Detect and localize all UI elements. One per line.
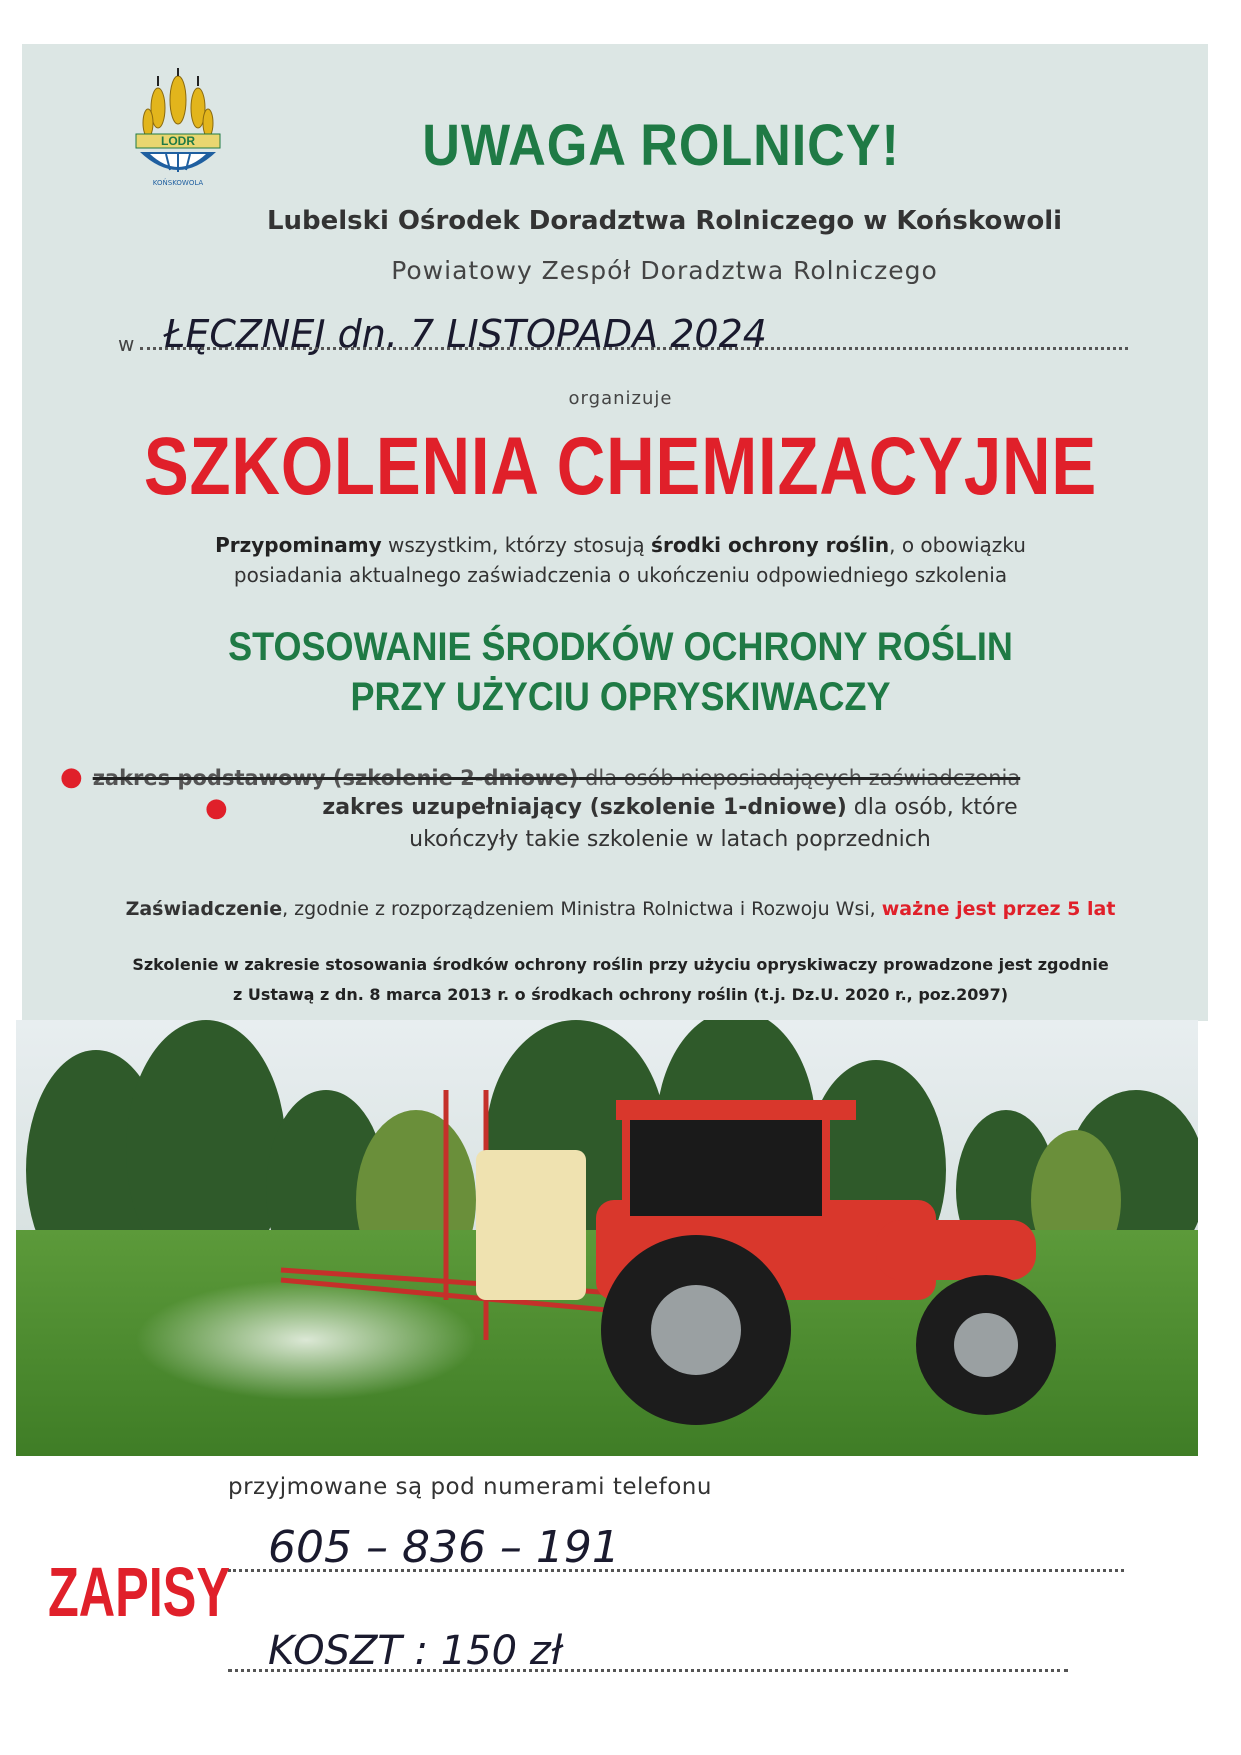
bullet-icon: ●	[205, 793, 228, 823]
law-note	[0, 950, 1241, 1010]
option-basic-text: dla osób nieposiadających zaświadczenia	[578, 766, 1021, 790]
certificate-note	[0, 898, 1241, 920]
reminder-paragraph	[0, 530, 1241, 590]
course-title	[62, 622, 1179, 722]
cost-handwritten: KOSZT : 150 zł	[268, 1628, 563, 1674]
signup-accepted-text: przyjmowane są pod numerami telefonu	[228, 1474, 712, 1500]
tractor-sprayer-photo	[16, 1020, 1198, 1456]
poster-title: UWAGA ROLNICY!	[422, 113, 900, 178]
organization-name: Lubelski Ośrodek Doradztwa Rolniczego w Końskowoli	[266, 206, 1063, 236]
option-supplementary	[205, 792, 1105, 856]
logo-subtext: KOŃSKOWOLA	[152, 179, 204, 187]
reminder-bold-1: Przypominamy	[215, 533, 382, 557]
suborganization-name: Powiatowy Zespół Doradztwa Rolniczego	[391, 256, 938, 285]
course-title-line-2: PRZY UŻYCIU OPRYSKIWACZY	[350, 675, 891, 719]
certificate-bold: Zaświadczenie	[125, 898, 283, 920]
reminder-bold-2: środki ochrony roślin	[651, 533, 890, 557]
reminder-line-2: posiadania aktualnego zaświadczenia o ukończeniu odpowiedniego szkolenia	[233, 563, 1008, 587]
organizes-text: organizuje	[568, 388, 673, 409]
location-date-line	[118, 312, 1128, 358]
certificate-validity: ważne jest przez 5 lat	[881, 898, 1116, 920]
option-basic-struck	[60, 762, 1150, 792]
logo-text: LODR	[161, 134, 195, 148]
cost-line	[228, 1618, 1068, 1680]
certificate-text: , zgodnie z rozporządzeniem Ministra Rolnictwa i Rozwoju Wsi,	[282, 898, 882, 920]
dotted-line	[228, 1569, 1124, 1572]
law-line-2: z Ustawą z dn. 8 marca 2013 r. o środkach ochrony roślin (t.j. Dz.U. 2020 r., poz.2097)	[232, 985, 1009, 1004]
reminder-text-2: , o obowiązku	[889, 533, 1026, 557]
dotted-line	[140, 347, 1128, 350]
option-supplementary-line-2: ukończyły takie szkolenie w latach poprzednich	[409, 827, 931, 852]
dotted-line	[228, 1669, 1068, 1672]
phone-line	[228, 1518, 1124, 1580]
location-prefix: w	[118, 332, 135, 356]
option-basic-label: zakres podstawowy (szkolenie 2-dniowe)	[92, 766, 579, 790]
main-title: SZKOLENIA CHEMIZACYJNE	[143, 421, 1098, 512]
reminder-text-1: wszystkim, którzy stosują	[381, 533, 652, 557]
phone-handwritten: 605 – 836 – 191	[268, 1522, 620, 1573]
option-supplementary-label: zakres uzupełniający (szkolenie 1-dniowe)	[322, 795, 847, 820]
location-date-handwritten: ŁĘCZNEJ dn. 7 LISTOPADA 2024	[164, 312, 767, 356]
law-line-1: Szkolenie w zakresie stosowania środków ochrony roślin przy użyciu opryskiwaczy prowadzone jest zgodnie	[132, 955, 1109, 974]
signup-label: ZAPISY	[48, 1553, 231, 1631]
bullet-icon: ●	[60, 762, 83, 792]
option-supplementary-text: dla osób, które	[846, 795, 1018, 820]
course-title-line-1: STOSOWANIE ŚRODKÓW OCHRONY ROŚLIN	[228, 625, 1013, 669]
